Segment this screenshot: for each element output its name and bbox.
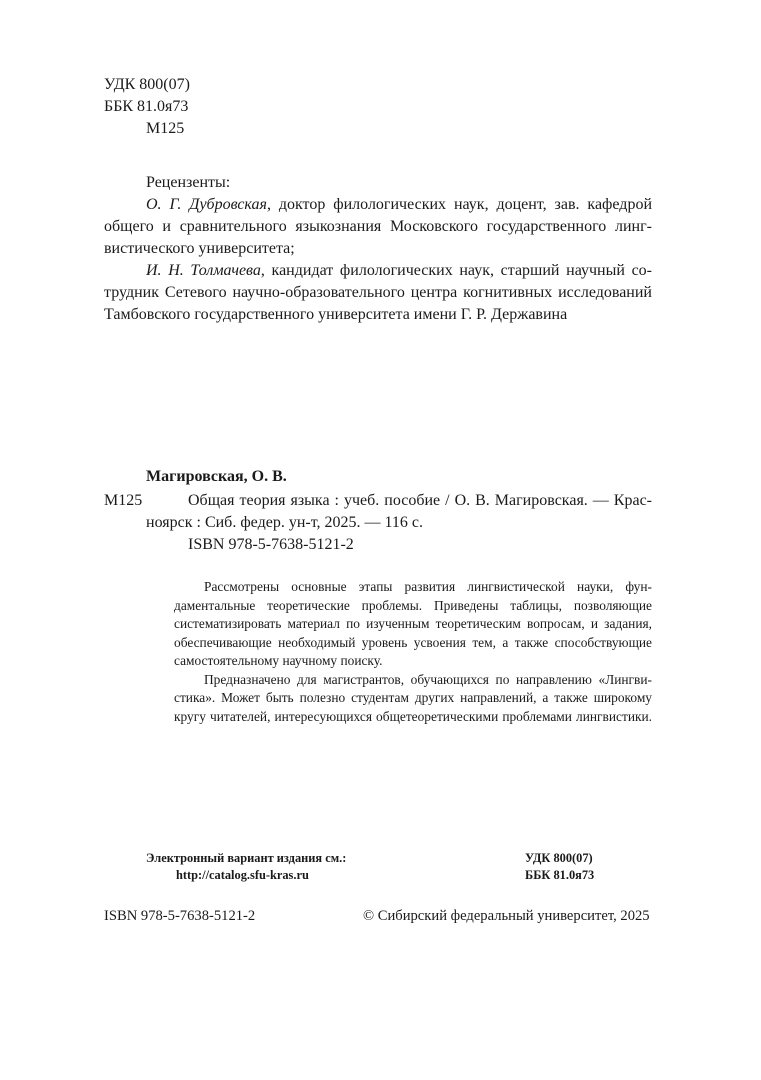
reviewer-2-line-2: трудник Сетевого научно-образовательного центра когнитивных исследований (104, 284, 652, 301)
annotation (174, 578, 652, 726)
footer-bbk: ББК 81.0я73 (525, 868, 595, 882)
reviewer-1-line-3: вистического университета; (104, 240, 295, 257)
annotation-p2-line-1: Предназначено для магистрантов, обучающихся по направлению «Лингви- (204, 671, 652, 687)
catalog-description (146, 490, 652, 556)
annotation-p1-line-4: обеспечивающие необходимый уровень усвоения тем, а также способствующие (174, 634, 652, 650)
electronic-version-url[interactable]: http://catalog.sfu-kras.ru (176, 868, 309, 882)
author-mark: М125 (146, 120, 185, 137)
reviewer-2-name: И. Н. Толмачева (146, 262, 261, 279)
annotation-p1-line-3: систематизировать материал по изученным теоретическим вопросам, и задания, (174, 616, 652, 631)
catalog-isbn: ISBN 978-5-7638-5121-2 (188, 536, 354, 553)
copyright: © Сибирский федеральный университет, 2025 (363, 908, 650, 924)
annotation-p2-line-3: кругу читателей, интересующихся общетеоретическими проблемами лингвистики. (174, 708, 652, 724)
reviewer-2-title: , кандидат филологических наук, старший научный со- (260, 262, 652, 279)
electronic-version-label: Электронный вариант издания см.: (146, 851, 347, 865)
annotation-p1-line-5: самостоятельному научному поиску. (174, 653, 383, 668)
annotation-p1-line-2: даментальные теоретические проблемы. Приведены таблицы, позволяющие (174, 597, 652, 613)
reviewer-1-line-2: общего и сравнительного языкознания Московского государственного линг- (104, 218, 652, 235)
footer-isbn: ISBN 978-5-7638-5121-2 (104, 908, 256, 924)
footer-udk: УДК 800(07) (525, 851, 593, 865)
catalog-line-1: Общая теория языка : учеб. пособие / О. В. Магировская. — Крас- (188, 492, 652, 509)
reviewer-1-line (104, 194, 652, 216)
reviewer-2-line-3: Тамбовского государственного университета имени Г. Р. Державина (104, 306, 568, 323)
reviewer-2-line (104, 260, 652, 282)
catalog-author: Магировская, О. В. (146, 468, 287, 485)
bbk-code: ББК 81.0я73 (104, 98, 189, 115)
reviewer-1-title: , доктор филологических наук, доцент, зав. кафедрой (266, 196, 652, 213)
catalog-line-2: ноярск : Сиб. федер. ун-т, 2025. — 116 с. (146, 514, 423, 531)
annotation-p2-line-2: стика». Может быть полезно студентам других направлений, а также широкому (174, 690, 652, 705)
udk-code: УДК 800(07) (104, 76, 190, 93)
annotation-p1-line-1: Рассмотрены основные этапы развития лингвистической науки, фун- (204, 579, 652, 594)
reviewer-1-name: О. Г. Дубровская (146, 196, 267, 213)
reviewers-block (104, 172, 652, 326)
reviewers-heading: Рецензенты: (146, 174, 231, 191)
catalog-code: М125 (104, 492, 143, 509)
